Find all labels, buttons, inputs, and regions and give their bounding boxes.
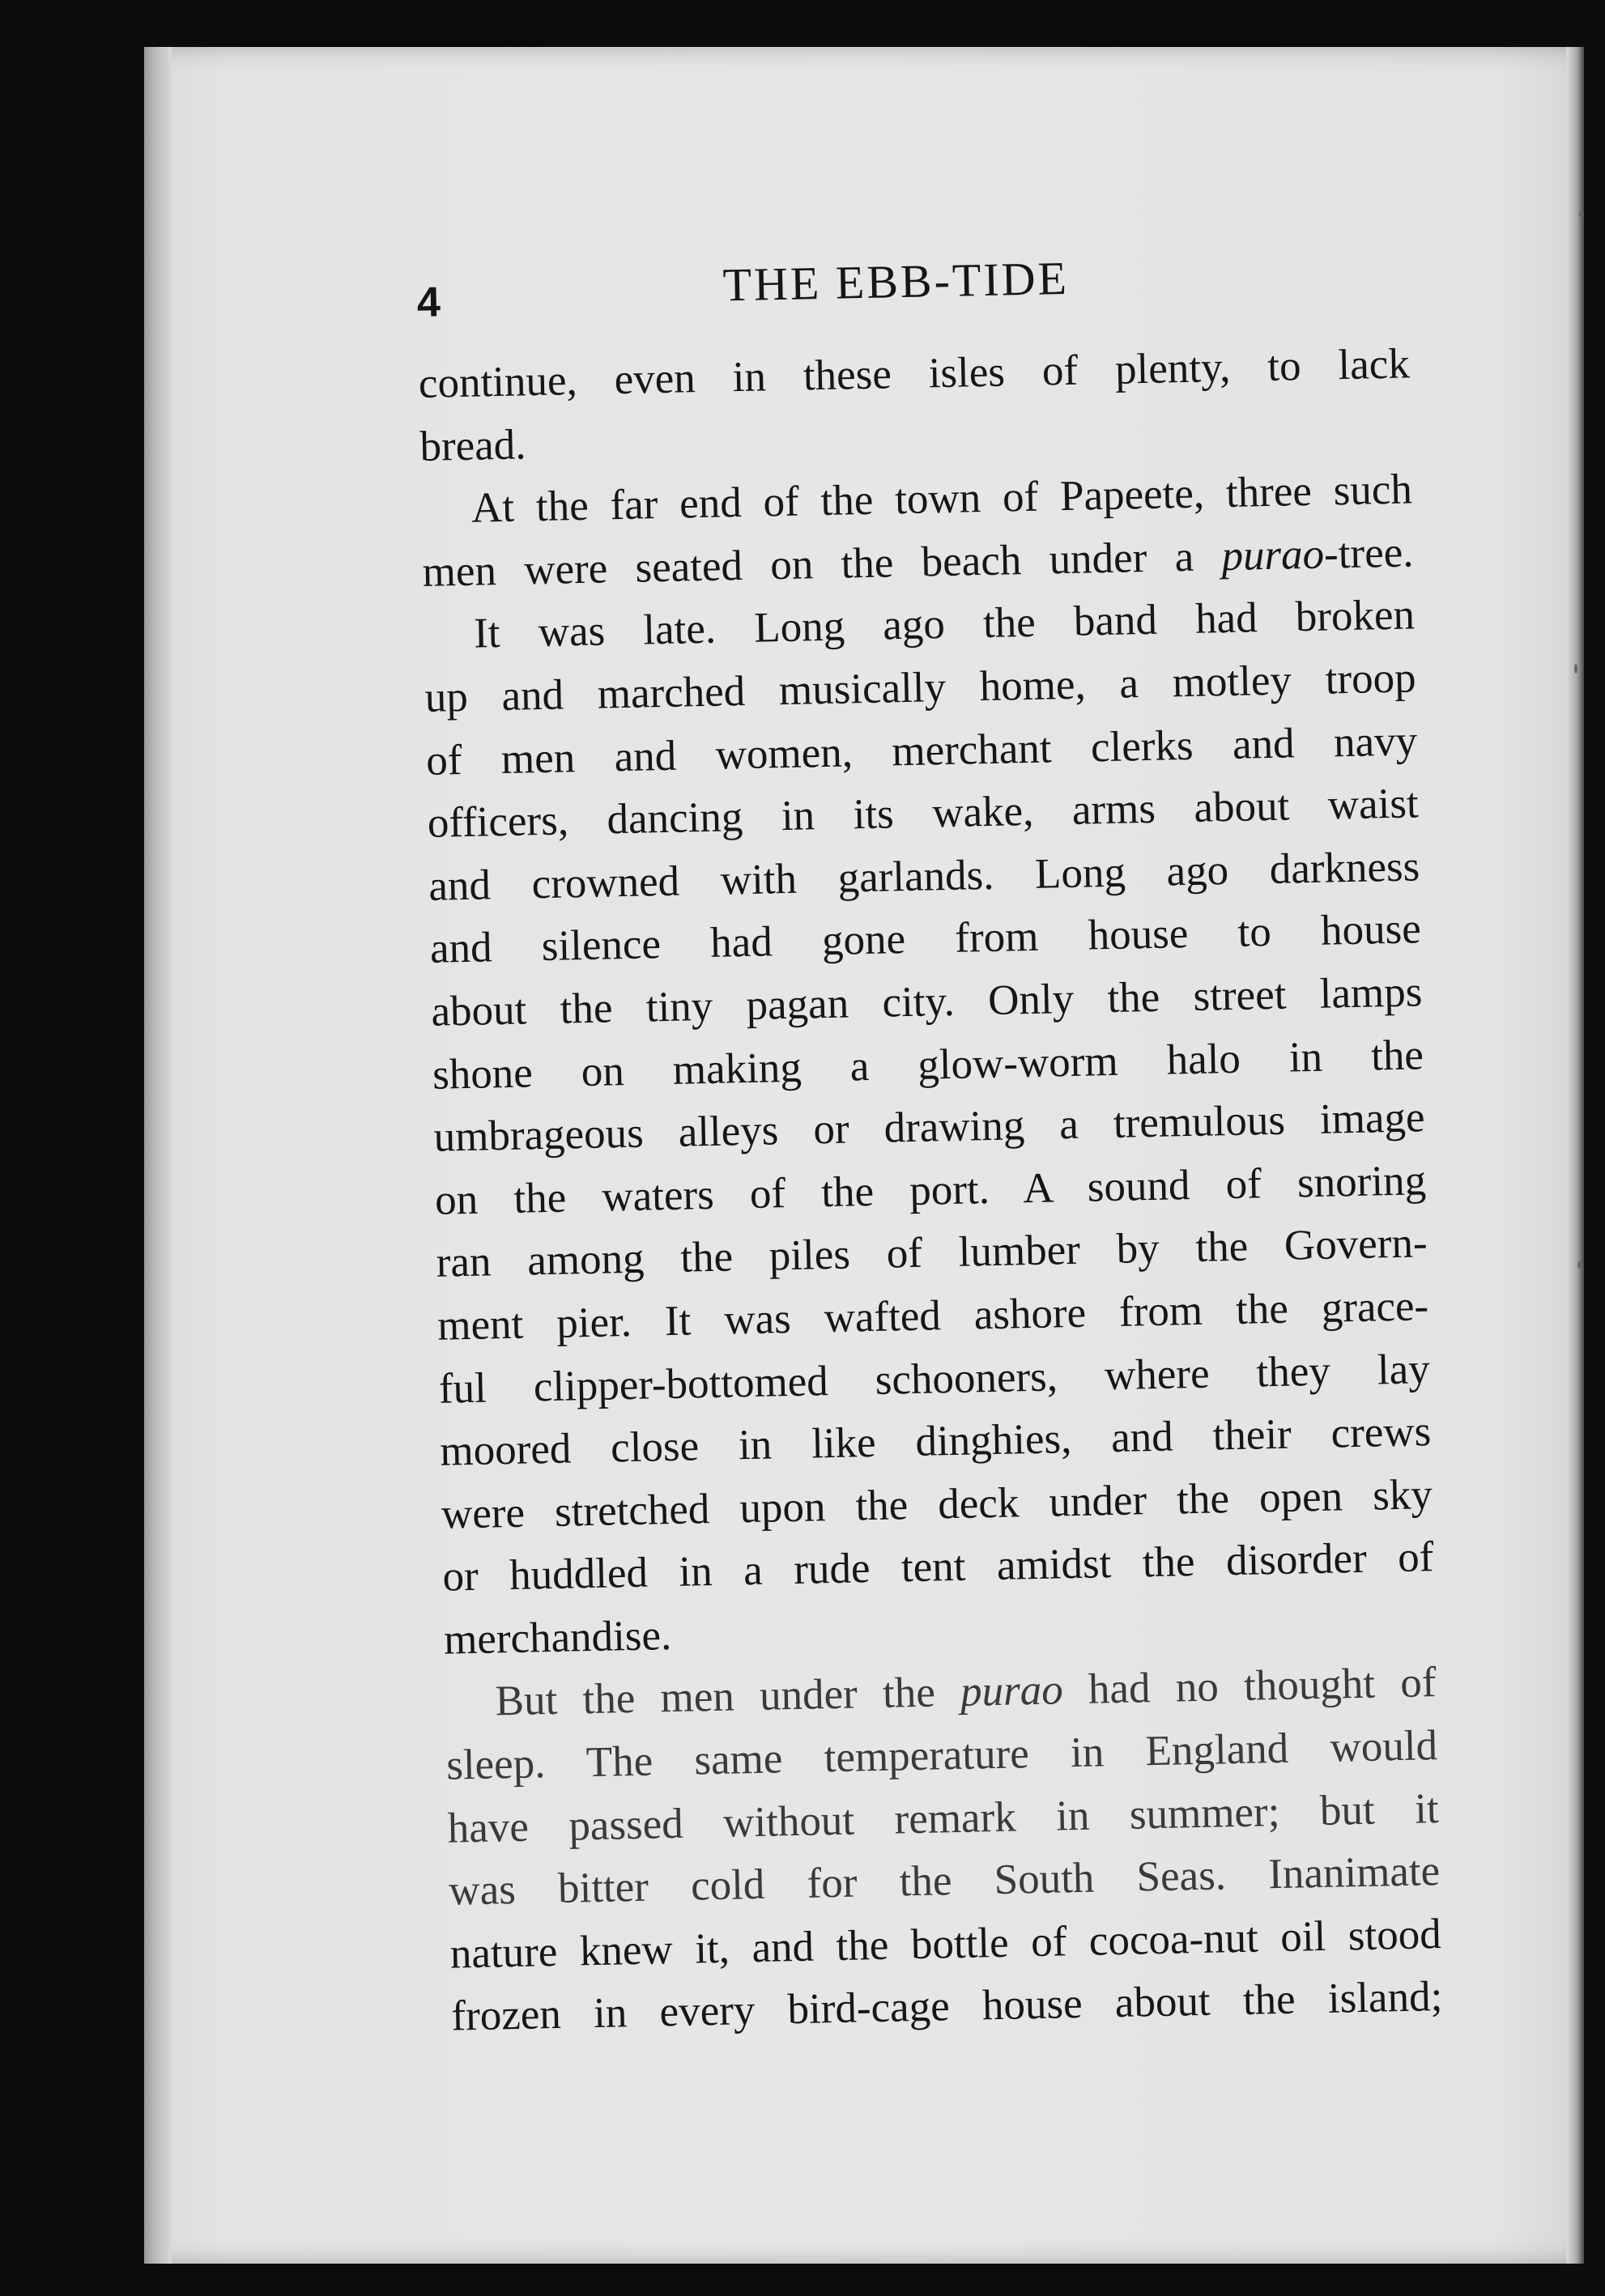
paragraph xyxy=(418,333,1441,478)
text-line: bread. xyxy=(419,420,527,470)
text-line: umbrageous alleys or drawing a tremulous image xyxy=(433,1094,1425,1161)
text-line: or huddled in a rude tent amidst the disorder of xyxy=(441,1533,1434,1601)
text-line: sleep. The same temperature in England would xyxy=(445,1722,1438,1789)
text-line: were stretched upon the deck under the open sky xyxy=(441,1470,1433,1538)
text-line: moored close in like dinghies, and their crews xyxy=(439,1408,1432,1475)
paragraph xyxy=(445,1652,1472,2049)
text-line: ful clipper-bottomed schooners, where they lay xyxy=(438,1345,1431,1413)
text-line: shone on making a glow-worm halo in the xyxy=(432,1031,1424,1099)
text-line: have passed without remark in summer; but it xyxy=(447,1784,1440,1852)
text-line: and crowned with garlands. Long ago darkness xyxy=(428,843,1420,910)
text-line: on the waters of the port. A sound of snoring xyxy=(434,1156,1427,1224)
text-line: At the far end of the town of Papeete, three such xyxy=(470,466,1413,532)
text-line: frozen in every bird-cage house about the island; xyxy=(450,1973,1443,2040)
scan-speck xyxy=(1574,664,1577,674)
text-line: up and marched musically home, a motley troop xyxy=(424,654,1417,721)
book-title-header: THE EBB-TIDE xyxy=(722,251,1070,312)
text-line: of men and women, merchant clerks and navy xyxy=(425,716,1418,784)
text-line: about the tiny pagan city. Only the street lamps xyxy=(430,968,1423,1035)
paragraph xyxy=(420,458,1443,604)
page-edge xyxy=(1566,47,1584,2264)
text-line: officers, dancing in its wake, arms about waist xyxy=(427,780,1420,848)
text-line: ment pier. It was wafted ashore from the grace- xyxy=(436,1282,1429,1350)
italic-word: purao xyxy=(960,1666,1064,1716)
page-number: 4 xyxy=(416,278,441,326)
text-line-with-italic: But the men under the purao had no thought of xyxy=(495,1659,1437,1725)
text-line-with-italic: men were seated on the beach under a purao-tree. xyxy=(422,529,1414,596)
text-line: ran among the piles of lumber by the Govern- xyxy=(436,1219,1428,1287)
text-line: It was late. Long ago the band had broken xyxy=(473,591,1416,658)
paragraph xyxy=(423,584,1464,1672)
scan-speck xyxy=(1577,1261,1582,1269)
text-line: was bitter cold for the South Seas. Inanimate xyxy=(448,1847,1441,1915)
page-text-block xyxy=(416,244,1472,2049)
text-line: continue, even in these isles of plenty, to lack xyxy=(418,340,1411,407)
text-line: and silence had gone from house to house xyxy=(429,905,1422,973)
text-line: merchandise. xyxy=(443,1611,672,1664)
italic-word: purao xyxy=(1220,530,1325,580)
scan-speck xyxy=(1579,212,1584,217)
text-line: nature knew it, and the bottle of cocoa-nut oil stood xyxy=(449,1910,1442,1978)
binding-gutter xyxy=(144,47,172,2264)
